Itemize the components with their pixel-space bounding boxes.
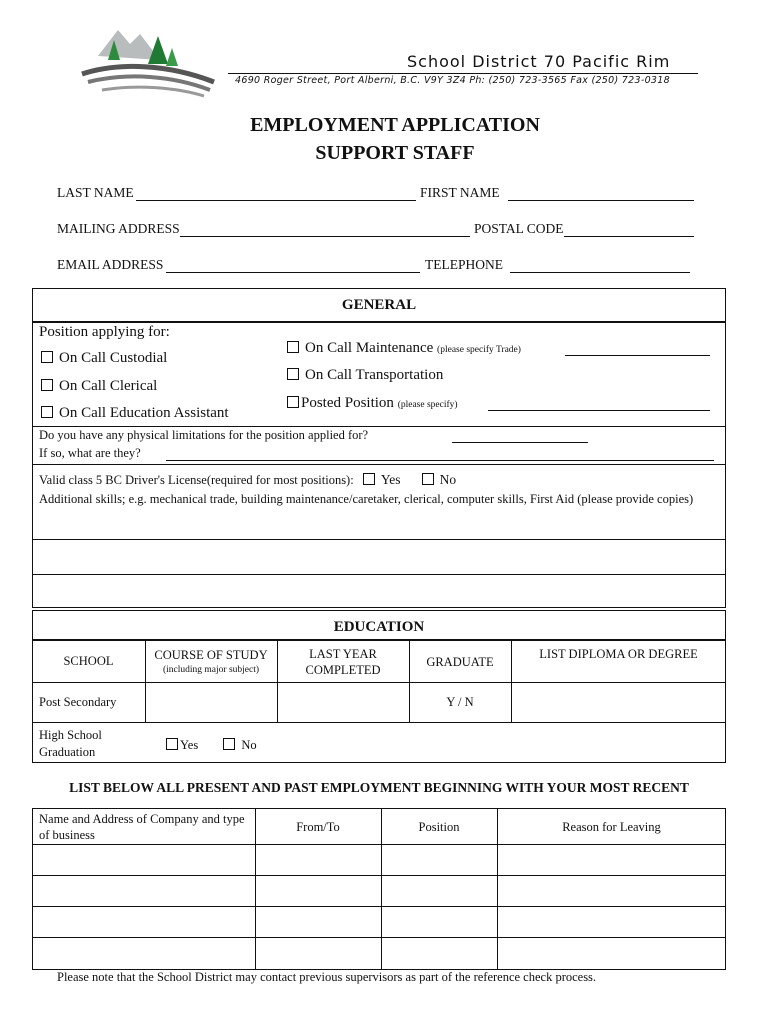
mailing-address-field[interactable] [180, 236, 470, 237]
mailing-address-label: MAILING ADDRESS [57, 221, 180, 236]
col-diploma: LIST DIPLOMA OR DEGREE [539, 647, 698, 661]
postal-code-field[interactable] [564, 236, 694, 237]
employment-heading: LIST BELOW ALL PRESENT AND PAST EMPLOYMENT BEGINNING WITH YOUR MOST RECENT [69, 780, 689, 795]
divider [32, 682, 726, 683]
checkbox-icon[interactable] [287, 396, 299, 408]
telephone-field[interactable] [510, 272, 690, 273]
high-school-options: Yes No [166, 738, 257, 753]
district-address: 4690 Roger Street, Port Alberni, B.C. V9Y 3Z4 Ph: (250) 723-3565 Fax (250) 723-0318 [235, 75, 670, 86]
option-custodial[interactable]: On Call Custodial [41, 350, 167, 367]
district-logo [78, 26, 218, 98]
option-transportation[interactable]: On Call Transportation [287, 367, 443, 384]
last-name-label: LAST NAME [57, 185, 134, 200]
license-question: Valid class 5 BC Driver's License(required for most positions): Yes No [39, 472, 457, 487]
col-last-year: LAST YEAR COMPLETED [305, 647, 381, 677]
telephone-label: TELEPHONE [425, 257, 503, 272]
position-label: Position applying for: [39, 324, 170, 340]
col-from-to: From/To [296, 820, 340, 834]
divider [32, 844, 726, 845]
col-graduate: GRADUATE [426, 655, 494, 669]
checkbox-icon[interactable] [223, 738, 235, 750]
additional-skills-label: Additional skills; e.g. mechanical trade, building maintenance/caretaker, clerical, computer skills, First Aid (please provide copies) [39, 492, 694, 506]
row-post-secondary: Post Secondary [39, 695, 117, 709]
checkbox-icon[interactable] [287, 341, 299, 353]
col-position: Position [418, 820, 460, 834]
divider [32, 464, 726, 465]
page-title: EMPLOYMENT APPLICATION [250, 114, 540, 136]
first-name-field[interactable] [508, 200, 694, 201]
checkbox-icon[interactable] [41, 351, 53, 363]
col-reason: Reason for Leaving [562, 820, 661, 834]
limitations-question: Do you have any physical limitations for the position applied for? [39, 428, 369, 442]
postal-code-label: POSTAL CODE [474, 221, 564, 236]
checkbox-icon[interactable] [422, 473, 434, 485]
option-education-assistant[interactable]: On Call Education Assistant [41, 405, 229, 422]
general-heading: GENERAL [341, 297, 417, 313]
divider [32, 937, 726, 938]
divider [32, 906, 726, 907]
posted-position-field[interactable] [488, 410, 710, 411]
education-heading: EDUCATION [333, 619, 425, 635]
last-name-field[interactable] [136, 200, 416, 201]
option-maintenance[interactable]: On Call Maintenance (please specify Trade) [287, 340, 521, 357]
skills-field-1[interactable] [33, 540, 725, 573]
row-high-school: High School Graduation [39, 728, 102, 759]
checkbox-icon[interactable] [287, 368, 299, 380]
limitations-details-field[interactable] [166, 460, 714, 461]
divider [32, 722, 726, 723]
option-posted-position[interactable]: Posted Position (please specify) [287, 395, 458, 412]
checkbox-icon[interactable] [41, 379, 53, 391]
header-rule [228, 73, 698, 74]
maintenance-trade-field[interactable] [565, 355, 710, 356]
posted-note: (please specify) [397, 400, 458, 410]
skills-field-2[interactable] [33, 575, 725, 607]
graduate-yn[interactable]: Y / N [446, 695, 474, 709]
option-clerical[interactable]: On Call Clerical [41, 378, 157, 395]
col-company: Name and Address of Company and type of business [39, 812, 245, 842]
page-subtitle: SUPPORT STAFF [315, 142, 475, 164]
email-field[interactable] [166, 272, 420, 273]
email-label: EMAIL ADDRESS [57, 257, 164, 272]
col-course: COURSE OF STUDY [154, 648, 268, 662]
footer-note: Please note that the School District may contact previous supervisors as part of the reference check process. [57, 970, 597, 984]
divider [277, 640, 278, 722]
maintenance-note: (please specify Trade) [437, 345, 521, 355]
divider [32, 426, 726, 427]
first-name-label: FIRST NAME [420, 185, 500, 200]
district-name: School District 70 Pacific Rim [407, 52, 671, 71]
checkbox-icon[interactable] [363, 473, 375, 485]
col-school: SCHOOL [63, 654, 114, 668]
divider [32, 875, 726, 876]
checkbox-icon[interactable] [166, 738, 178, 750]
limitations-followup: If so, what are they? [39, 446, 141, 460]
checkbox-icon[interactable] [41, 406, 53, 418]
limitations-field[interactable] [452, 442, 588, 443]
col-course-note: (including major subject) [162, 665, 260, 675]
